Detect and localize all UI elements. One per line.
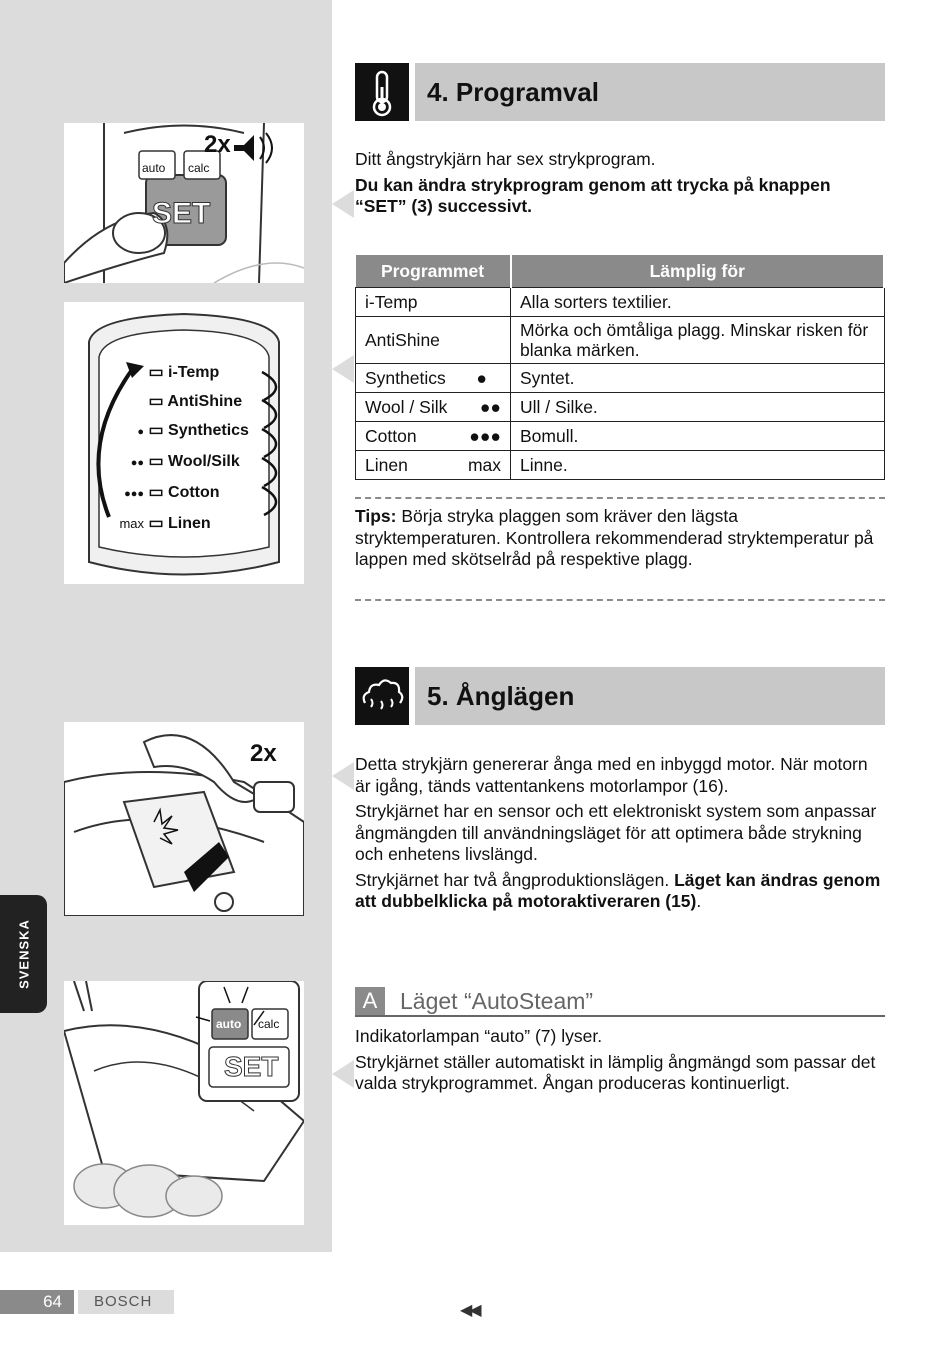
table-row	[356, 317, 885, 364]
table-row	[356, 288, 885, 317]
paragraph: Detta strykjärn genererar ånga med en inbyggd motor. När motorn är igång, tänds vattentankens motorlampor (16).	[355, 754, 868, 796]
press-count-label: 2x	[250, 740, 277, 767]
program-cell: Synthetics ●	[356, 364, 511, 393]
dashed-divider	[355, 599, 885, 601]
program-table	[355, 255, 885, 480]
program-cell: Cotton ●●●	[356, 422, 511, 451]
subsection-title: Läget “AutoSteam”	[400, 988, 594, 1014]
table-row	[356, 422, 885, 451]
program-list-item: ● ▭ Synthetics	[137, 422, 249, 439]
program-list-illustration	[64, 302, 304, 584]
subsection-a-header	[355, 987, 885, 1017]
program-cell: Wool / Silk ●●	[356, 393, 511, 422]
suitable-cell: Mörka och ömtåliga plagg. Minskar risken för blanka märken.	[511, 317, 885, 364]
program-list-item: max ▭ Linen	[119, 515, 211, 532]
set-label: SET	[152, 197, 211, 230]
section-4-header	[355, 63, 885, 121]
back-arrows-icon[interactable]: ◀◀	[460, 1302, 479, 1319]
pointer-arrow	[332, 190, 354, 218]
autosteam-illustration	[64, 981, 304, 1225]
table-row	[356, 451, 885, 480]
suitable-cell: Bomull.	[511, 422, 885, 451]
dashed-divider	[355, 497, 885, 499]
suitable-cell: Alla sorters textilier.	[511, 288, 885, 317]
section-title-bar	[415, 63, 885, 121]
program-list-item: ▭ i-Temp	[144, 364, 220, 381]
pointer-arrow	[332, 1060, 354, 1088]
language-tab: SVENSKA	[0, 895, 47, 1013]
page-number: 64	[0, 1290, 74, 1314]
auto-label: auto	[216, 1017, 242, 1031]
auto-label: auto	[142, 161, 166, 175]
program-list-item: ▭ AntiShine	[144, 393, 243, 410]
brand-label: BOSCH	[78, 1290, 174, 1314]
section-title-bar	[415, 667, 885, 725]
set-button-illustration	[64, 123, 304, 283]
set-label: SET	[224, 1051, 279, 1082]
paragraph: Strykjärnet har två ångproduktionslägen. Läget kan ändras genom att dubbelklicka på motoraktiveraren (15).	[355, 869, 881, 911]
pointer-arrow	[332, 355, 354, 383]
suitable-cell: Linne.	[511, 451, 885, 480]
table-header-suitable: Lämplig för	[511, 255, 885, 288]
paragraph: Indikatorlampan “auto” (7) lyser.	[355, 1026, 603, 1046]
steam-cloud-icon	[355, 667, 409, 725]
section-4-intro	[355, 149, 885, 222]
program-cell: AntiShine	[356, 317, 511, 364]
table-header-program: Programmet	[356, 255, 511, 288]
pointer-arrow	[332, 762, 354, 790]
tips-label: Tips:	[355, 506, 397, 526]
steam-button-illustration	[64, 722, 304, 916]
intro-bold-text: Du kan ändra strykprogram genom att trycka på knappen “SET” (3) successivt.	[355, 174, 831, 216]
table-row	[356, 364, 885, 393]
subsection-badge: A	[355, 987, 385, 1015]
section-5-header	[355, 667, 885, 725]
table-header-row	[356, 255, 885, 288]
program-cell: Linen max	[356, 451, 511, 480]
subsection-a-body	[355, 1026, 885, 1099]
paragraph: Strykjärnet har en sensor och ett elektroniskt system som anpassar ångmängden till användningsläget för att optimera både strykning och enhetens livslängd.	[355, 801, 877, 864]
program-list-item: ●●● ▭ Cotton	[124, 484, 220, 501]
thermometer-icon	[355, 63, 409, 121]
tips-box	[355, 506, 885, 575]
suitable-cell: Syntet.	[511, 364, 885, 393]
program-cell: i-Temp	[356, 288, 511, 317]
suitable-cell: Ull / Silke.	[511, 393, 885, 422]
section-4-title: 4. Programval	[427, 77, 599, 107]
section-5-body	[355, 754, 885, 917]
calc-label: calc	[188, 161, 210, 175]
press-count-label: 2x	[204, 131, 231, 158]
table-row	[356, 393, 885, 422]
section-5-title: 5. Ånglägen	[427, 681, 575, 711]
calc-label: calc	[258, 1017, 280, 1031]
program-list	[94, 358, 274, 538]
intro-text: Ditt ångstrykjärn har sex strykprogram.	[355, 149, 656, 169]
tips-text: Börja stryka plaggen som kräver den lägsta stryktemperaturen. Kontrollera rekommenderad stryktemperatur på lappen med skötselråd på respektive plagg.	[355, 506, 874, 569]
program-list-item: ●● ▭ Wool/Silk	[130, 453, 240, 470]
paragraph: Strykjärnet ställer automatiskt in lämplig ångmängd som passar det valda strykprogrammet. Ångan produceras kontinuerligt.	[355, 1051, 876, 1093]
